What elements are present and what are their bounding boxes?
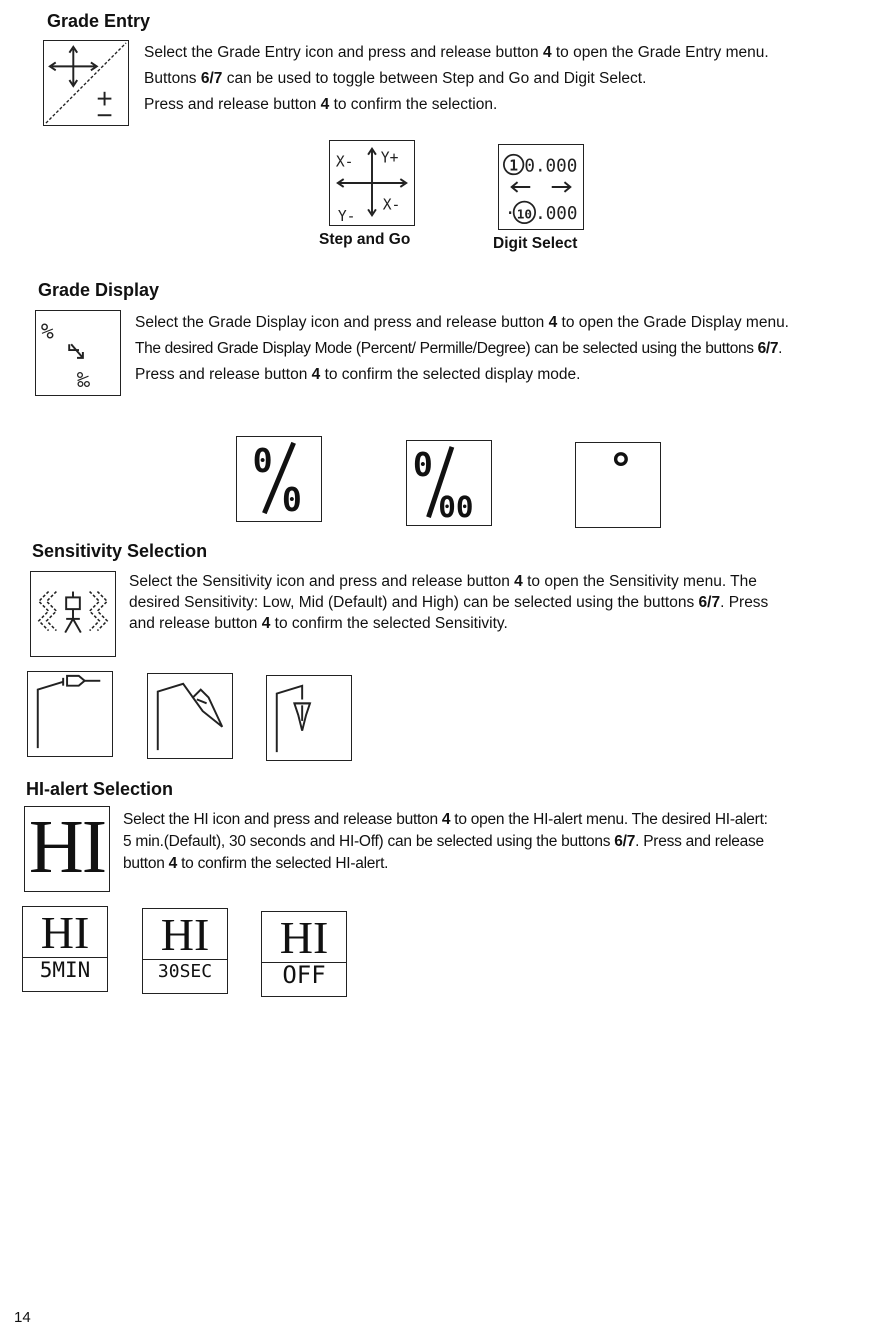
step-label-xminus: X-	[335, 153, 354, 171]
hi-5min-top: HI	[40, 907, 90, 958]
sensitivity-line-1: Select the Sensitivity icon and press and release button 4 to open the Sensitivity menu. The	[129, 573, 757, 590]
grade-entry-line-1: Select the Grade Entry icon and press and release button 4 to open the Grade Entry menu.	[144, 44, 769, 61]
grade-entry-text	[144, 40, 864, 118]
grade-display-line-1: Select the Grade Display icon and press and release button 4 to open the Grade Display menu.	[135, 314, 789, 331]
digit-select-caption: Digit Select	[493, 235, 578, 252]
grade-entry-heading: Grade Entry	[47, 11, 151, 31]
hi-alert-heading: HI-alert Selection	[26, 779, 174, 799]
hi-30sec-bottom: 30SEC	[157, 961, 213, 982]
sensitivity-line-3: and release button 4 to confirm the selected Sensitivity.	[129, 615, 508, 632]
grade-display-icon	[35, 310, 121, 396]
permille-bottom-zeros: 00	[438, 490, 474, 525]
hi-alert-text	[123, 809, 868, 875]
step-and-go-icon	[329, 140, 415, 226]
display-percent-icon	[236, 436, 322, 522]
permille-top-zero: 0	[412, 445, 433, 485]
digit-select-row1: 0.000	[524, 156, 578, 177]
hi-5min-bottom: 5MIN	[39, 958, 91, 982]
grade-entry-line-3: Press and release button 4 to confirm the selection.	[144, 96, 498, 113]
display-degree-icon	[575, 442, 661, 528]
hi-alert-icon-text: HI	[28, 806, 106, 889]
hi-alert-off-icon	[261, 911, 347, 997]
hi-alert-30sec-icon	[142, 908, 228, 994]
sensitivity-low-icon	[27, 671, 113, 757]
hi-alert-line-2: 5 min.(Default), 30 seconds and HI-Off) can be selected using the buttons 6/7. Press and release	[123, 833, 764, 850]
digit-select-row2: .000	[535, 204, 578, 225]
hi-alert-5min-icon	[22, 906, 108, 992]
sensitivity-line-2: desired Sensitivity: Low, Mid (Default) and High) can be selected using the buttons 6/7. Press	[129, 594, 769, 611]
digit-select-digit-1: 1	[509, 157, 519, 175]
grade-entry-icon	[43, 40, 129, 126]
percent-top-zero: 0	[252, 441, 273, 481]
percent-bottom-zero: 0	[281, 480, 302, 520]
digit-select-digit-2: 10	[516, 206, 533, 222]
hi-30sec-top: HI	[160, 909, 210, 960]
hi-off-top: HI	[279, 912, 329, 963]
step-label-yminus: Y-	[337, 208, 356, 225]
hi-off-bottom: OFF	[282, 961, 326, 989]
grade-display-line-3: Press and release button 4 to confirm the selected display mode.	[135, 366, 581, 383]
sensitivity-high-icon	[266, 675, 352, 761]
hi-alert-icon	[24, 806, 110, 892]
sensitivity-icon	[30, 571, 116, 657]
display-permille-icon	[406, 440, 492, 526]
page-number: 14	[14, 1309, 31, 1326]
sensitivity-mid-icon	[147, 673, 233, 759]
step-and-go-caption: Step and Go	[319, 231, 411, 248]
degree-symbol: °	[607, 445, 634, 496]
grade-display-line-2: The desired Grade Display Mode (Percent/ Permille/Degree) can be selected using the buttons 6/7.	[135, 340, 783, 357]
svg-text:·: ·	[504, 204, 516, 225]
grade-display-icon-permille: ‰	[77, 368, 90, 394]
grade-entry-line-2: Buttons 6/7 can be used to toggle between Step and Go and Digit Select.	[144, 70, 647, 87]
sensitivity-heading: Sensitivity Selection	[32, 541, 208, 561]
step-label-yplus: Y+	[380, 149, 399, 167]
hi-alert-line-1: Select the HI icon and press and release button 4 to open the HI-alert menu. The desired HI-alert:	[123, 811, 768, 828]
step-label-xplus: X-	[382, 196, 401, 214]
grade-display-heading: Grade Display	[38, 280, 160, 300]
sensitivity-text	[129, 571, 869, 634]
hi-alert-line-3: button 4 to confirm the selected HI-alert.	[123, 855, 389, 872]
digit-select-icon	[498, 144, 584, 230]
grade-display-text	[135, 310, 875, 388]
grade-display-icon-percent: %	[40, 319, 54, 345]
